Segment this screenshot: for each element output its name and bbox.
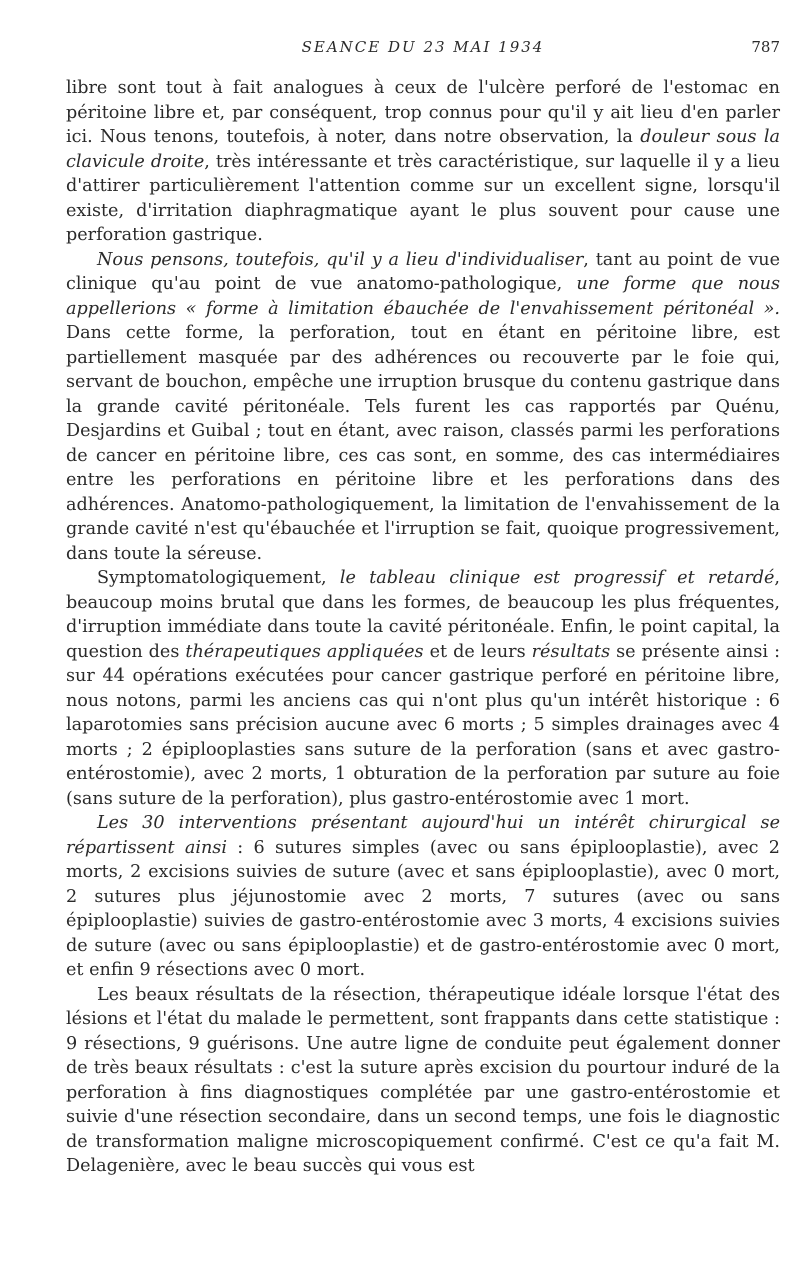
text-run: libre sont tout à fait analogues à ceux de l'ulcère perforé de l'estomac en péritoine libre et, par conséquent, trop connus pour qu'il y ait lieu d'en parler ici. Nous tenons, toutefois, à noter, dans notre observation, la bbox=[66, 78, 780, 147]
text-run: se présente ainsi : sur 44 opérations exécutées pour cancer gastrique perforé en péritoine libre, nous notons, parmi les anciens cas qui n'ont plus qu'un intérêt historique : 6 laparotomies sans précision aucune avec 6 morts ; 5 simples drainages avec 4 morts ; 2 épiplooplasties sans suture de la perforation (sans et avec gastro-entérostomie), avec 2 morts, 1 obturation de la perforation par suture au foie (sans suture de la perforation), plus gastro-entérostomie avec 1 mort. bbox=[66, 641, 780, 809]
running-title: SEANCE DU 23 MAI 1934 bbox=[301, 38, 545, 56]
emphasis-run: Nous pensons, toutefois, qu'il y a lieu d'individualiser bbox=[97, 249, 584, 270]
text-run: Les beaux résultats de la résection, thérapeutique idéale lorsque l'état des lésions et l'état du malade le permettent, sont frappants dans cette statistique : 9 résections, 9 guérisons. Une autre ligne de conduite peut également donner de très beaux résultats : c'est la suture après excision du pourtour induré de la perforation à fins diagnostiques complétée par une gastro-entérostomie et suivie d'une résection secondaire, dans un second temps, une fois le diagnostic de transformation maligne microscopiquement confirmé. C'est ce qu'a fait M. Delagenière, avec le beau succès qui vous est bbox=[66, 984, 780, 1176]
page-number: 787 bbox=[751, 38, 780, 56]
text-run: , très intéressante et très caractéristique, sur laquelle il y a lieu d'attirer particulièrement l'attention comme sur un excellent signe, lorsqu'il existe, d'irritation diaphragmatique ayant le plus souvent pour cause une perforation gastrique. bbox=[66, 151, 780, 245]
emphasis-run: Les 30 interventions présentant aujourd'hui un intérêt chirurgical se répartissent ainsi bbox=[66, 813, 780, 858]
emphasis-run: une forme que nous appellerions « forme à limitation ébauchée de l'envahissement péritonéal ». bbox=[66, 274, 780, 319]
text-run: , beaucoup moins brutal que dans les formes, de beaucoup les plus fréquentes, d'irruption immédiate dans toute la cavité péritonéale. Enfin, le point capital, la question des bbox=[66, 568, 780, 662]
text-run: Dans cette forme, la perforation, tout en étant en péritoine libre, est partiellement masquée par des adhérences ou recouverte par le foie qui, servant de bouchon, empêche une irruption brusque du contenu gastrique dans la grande cavité péritonéale. Tels furent les cas rapportés par Quénu, Desjardins et Guibal ; tout en étant, avec raison, classés parmi les perforations de cancer en péritoine libre, ces cas sont, en somme, des cas intermédiaires entre les perforations en péritoine libre et les perforations dans des adhérences. Anatomo-pathologiquement, la limitation de l'envahissement de la grande cavité n'est qu'ébauchée et l'irruption se fait, quoique progressivement, dans toute la séreuse. bbox=[66, 323, 780, 564]
paragraph bbox=[66, 983, 780, 1179]
article-body bbox=[66, 76, 780, 1179]
paragraph bbox=[66, 811, 780, 983]
running-header bbox=[66, 38, 780, 60]
paragraph bbox=[66, 566, 780, 811]
text-run: , tant au point de vue clinique qu'au point de vue anatomo-pathologique, bbox=[66, 249, 780, 294]
text-run: et de leurs bbox=[423, 641, 532, 662]
page bbox=[66, 38, 780, 1179]
emphasis-run: résultats bbox=[531, 641, 611, 662]
paragraph bbox=[66, 248, 780, 567]
text-run: : 6 sutures simples (avec ou sans épiplooplastie), avec 2 morts, 2 excisions suivies de suture (avec et sans épiplooplastie), avec 0 mort, 2 sutures plus jéjunostomie avec 2 morts, 7 sutures (avec ou sans épiplooplastie) suivies de gastro-entérostomie avec 3 morts, 4 excisions suivies de suture (avec ou sans épiplooplastie) et de gastro-entérostomie avec 0 mort, et enfin 9 résections avec 0 mort. bbox=[66, 837, 780, 980]
emphasis-run: douleur sous la clavicule droite bbox=[66, 127, 781, 172]
emphasis-run: le tableau clinique est progressif et retardé bbox=[339, 568, 775, 588]
emphasis-run: thérapeutiques appliquées bbox=[185, 641, 424, 662]
text-run: Symptomatologiquement, bbox=[97, 568, 340, 588]
paragraph bbox=[66, 76, 780, 248]
